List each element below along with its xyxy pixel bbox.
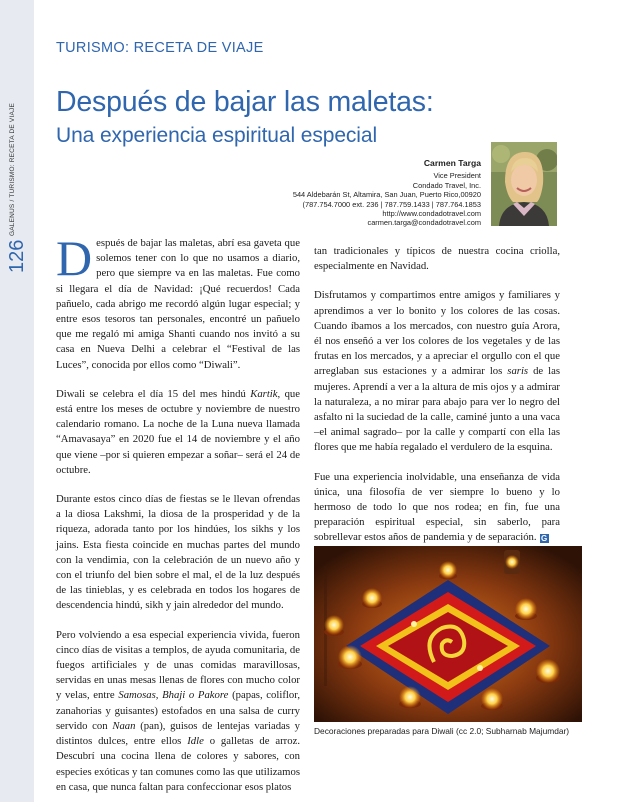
author-email[interactable]: carmen.targa@condadotravel.com xyxy=(367,218,481,228)
paragraph-7: Fue una experiencia inolvidable, una enseñanza de vida única, una filosofía de ver siempre lo bueno y lo hermoso de todo lo que nos rodea; en fin, fue una preparación espiritual especial, sin saberlo, para sobrellevar estos años de pandemia y de separación. G xyxy=(314,470,560,544)
paragraph-5: tan tradicionales y típicos de nuestra cocina criolla, especialmente en Navidad. xyxy=(314,245,560,273)
author-title: Vice President xyxy=(433,171,481,181)
author-photo xyxy=(491,142,557,226)
author-name: Carmen Targa xyxy=(423,158,481,168)
author-address: 544 Aldebarán St, Altamira, San Juan, Puerto Rico,00920 xyxy=(292,190,481,200)
paragraph-3: Durante estos cinco días de fiestas se le llevan ofrendas a la diosa Lakshmi, la diosa de la prosperidad y de la riqueza, adorada tanto por los hindúes, los sikhs y los jains. Esta fiesta coincide en muchas partes del mundo con la vendimia, con la celebración de un nuevo año y con el triunfo del bien sobre el mal, el de la luz después de las tinieblas, y es celebrada en todos los hogares de descendencia hindú, sikh y jain alrededor del mundo. xyxy=(56,493,300,612)
end-mark-icon: G xyxy=(540,534,548,544)
author-company: Condado Travel, Inc. xyxy=(412,180,481,190)
diwali-photo xyxy=(314,546,582,722)
article-column-right xyxy=(314,244,560,560)
running-head: GALENUS / TURISMO: RECETA DE VIAJE xyxy=(9,103,16,236)
headline: Después de bajar las maletas: xyxy=(56,86,434,118)
author-website[interactable]: http://www.condadotravel.com xyxy=(382,209,481,219)
paragraph-1: Después de bajar las maletas, abrí esa gaveta que solemos tener con lo que no usamos a diario, pero que siempre va en las maletas. Fue como si llegara el día de Navidad: ¡Qué recuerdos! Cada pañuelo, cada abrigo me recordó algún lugar especial; y entre esos tesoros tan personales, encontré un pañuelo que me regaló mi amiga Shanti cuando nos invitó a su casa en Nueva Delhi a celebrar el “Festival de las Luces”, conocida por ellos como “Diwali”. xyxy=(56,230,300,371)
paragraph-4: Pero volviendo a esa especial experiencia vivida, fueron cinco días de visitas a templos, de ayuda comunitaria, de fuegos artificiales y de unas comidas maravillosas, servidas en unas mesas llenas de flores con mucho color y velas, entre Samosas, Bhaji o Pakore (papas, coliflor, zanahorias y guisantes) estofados en una salsa de curry servido con Naan (pan), guisos de lentejas variadas y distintos dulces, entre ellos Idle o galletas de arroz. Descubrí una cocina llena de colores y sabores, con especies exóticas y tan comunes como las que utilizamos en casa, que nunca faltan para confeccionar esos platos xyxy=(56,628,301,793)
article-column-left xyxy=(56,230,301,809)
paragraph-2: Diwali se celebra el día 15 del mes hindú Kartik, que está entre los meses de octubre y noviembre de nuestro calendario romano. La noche de la Luna nueva llamada “Amavasaya” en 2020 fue el 14 de noviembre y el año que viene –por si quieren empezar a soñar– será el 24 de octubre. xyxy=(56,387,300,476)
author-phones: (787.754.7000 ext. 236 | 787.759.1433 | 787.764.1853 xyxy=(302,199,481,209)
paragraph-6: Disfrutamos y compartimos entre amigos y familiares y aprendimos a ver lo bonito y los colores de las cosas. Cuando íbamos a los mercados, con nuestro guía Arora, él nos enseñó a ver los colores de los vegetales y de las frutas en los mercados, y a apreciar el orgullo con el que arreglaban sus estaciones y a admirar los saris de las mujeres. Aprendí a ver a la altura de mis ojos y a admirar la naturaleza, a no mirar para abajo para ver lo negro del asfalto ni la suciedad de la calle, caminé junto a una vaca –el animal sagrado– por la calle y compartí con ella las flores que me había regalado el verdulero de la esquina. xyxy=(314,289,561,454)
dropcap: D xyxy=(56,230,93,286)
section-tag: TURISMO: RECETA DE VIAJE xyxy=(56,40,264,56)
photo-caption: Decoraciones preparadas para Diwali (cc 2.0; Subharnab Majumdar) xyxy=(314,726,570,736)
page-number: 126 xyxy=(6,239,28,273)
subheadline: Una experiencia espiritual especial xyxy=(56,124,378,147)
author-byline xyxy=(293,159,481,228)
